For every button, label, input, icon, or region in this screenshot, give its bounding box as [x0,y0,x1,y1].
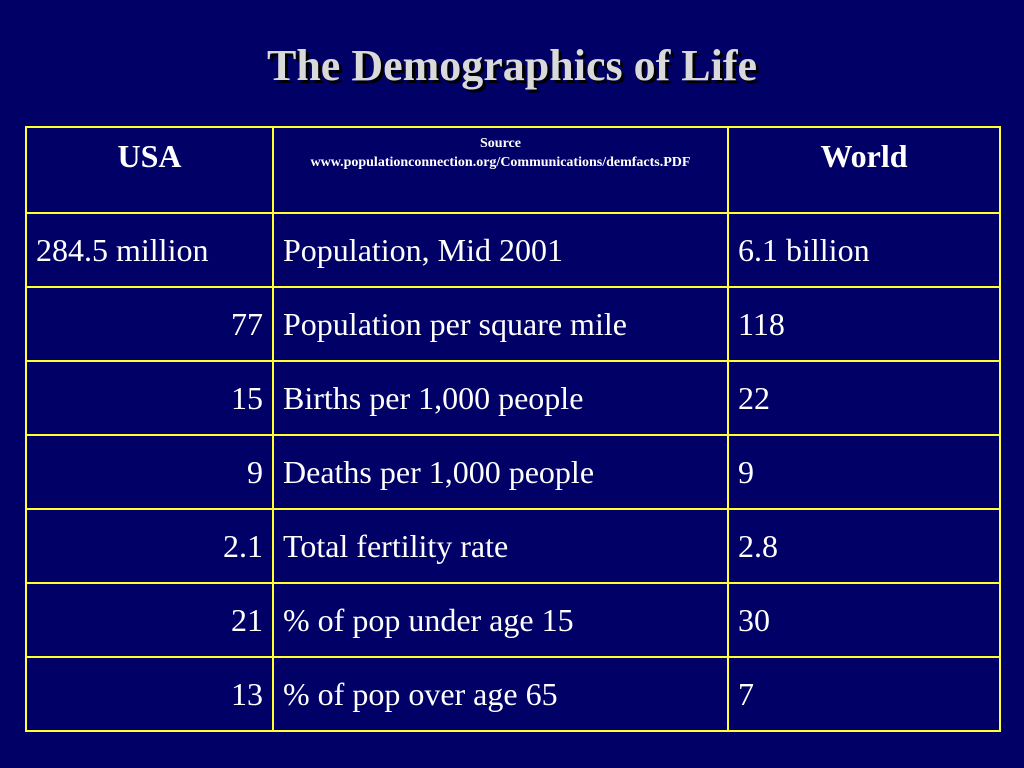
source-url: www.populationconnection.org/Communications/demfacts.PDF [310,155,691,170]
world-value: 7 [728,657,1000,731]
usa-value: 77 [26,287,273,361]
table-row [26,213,1000,287]
table-row [26,287,1000,361]
row-label: Population, Mid 2001 [273,213,728,287]
header-source [273,127,728,213]
slide-title: The Demographics of Life [266,41,758,90]
header-world: World [728,127,1000,213]
row-label: % of pop over age 65 [273,657,728,731]
world-value: 118 [728,287,1000,361]
table-row [26,435,1000,509]
world-value: 2.8 [728,509,1000,583]
world-value: 9 [728,435,1000,509]
usa-value: 2.1 [26,509,273,583]
usa-value: 21 [26,583,273,657]
row-label: Births per 1,000 people [273,361,728,435]
usa-value: 15 [26,361,273,435]
table-row [26,657,1000,731]
world-value: 6.1 billion [728,213,1000,287]
world-value: 22 [728,361,1000,435]
row-label: Total fertility rate [273,509,728,583]
header-usa: USA [26,127,273,213]
usa-value: 284.5 million [26,213,273,287]
table-header-row [26,127,1000,213]
usa-value: 9 [26,435,273,509]
table-row [26,361,1000,435]
world-value: 30 [728,583,1000,657]
table-row [26,583,1000,657]
row-label: Population per square mile [273,287,728,361]
row-label: Deaths per 1,000 people [273,435,728,509]
row-label: % of pop under age 15 [273,583,728,657]
source-label: Source [480,136,521,151]
table-row [26,509,1000,583]
demographics-table [25,126,1001,732]
usa-value: 13 [26,657,273,731]
